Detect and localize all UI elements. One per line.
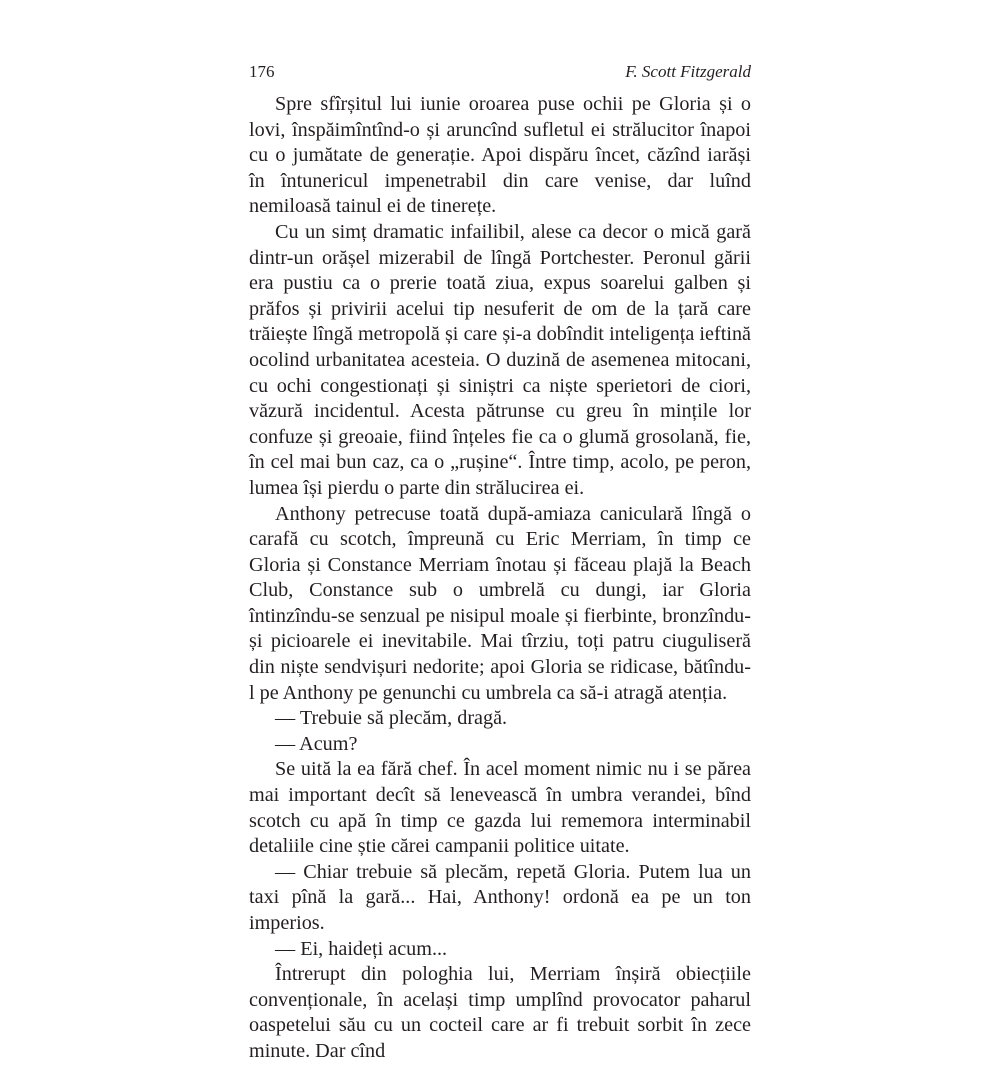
paragraph: Spre sfîrșitul lui iunie oroarea puse ochii pe Gloria și o lovi, înspăimîntînd-o și aruncînd sufletul ei strălucitor înapoi cu o jumătate de generație. Apoi dispăru încet, căzînd iarăși în întunericul impenetrabil din care venise, dar luînd nemiloasă tainul ei de tinerețe.: [249, 93, 751, 218]
dialogue-line: — Ei, haideți acum...: [275, 937, 448, 960]
paragraph: Se uită la ea fără chef. În acel moment nimic nu i se părea mai important decît să lenevească în umbra verandei, bînd scotch cu apă în timp ce gazda lui rememora interminabil detaliile cine știe cărei campanii politice uitate.: [249, 758, 751, 858]
page-number: 176: [249, 62, 275, 81]
dialogue-line: — Chiar trebuie să plecăm, repetă Gloria. Putem lua un taxi pînă la gară... Hai, Anthony! ordonă ea pe un ton imperios.: [249, 860, 751, 934]
running-head: [249, 58, 751, 92]
paragraph: Întrerupt din pologhia lui, Merriam înșiră obiecțiile convenționale, în același timp umplînd provocator paharul oaspetelui său cu un cocteil care ar fi trebuit sorbit în zece minute. Dar cînd: [249, 963, 751, 1062]
running-head-author: F. Scott Fitzgerald: [625, 62, 751, 81]
body-text: [249, 92, 751, 1065]
dialogue-line: — Acum?: [275, 732, 358, 755]
dialogue-line: — Trebuie să plecăm, dragă.: [275, 707, 508, 730]
book-page: [249, 58, 751, 1065]
paragraph: Cu un simț dramatic infailibil, alese ca decor o mică gară dintr-un orășel mizerabil de lîngă Portchester. Peronul gării era pustiu ca o prerie toată ziua, expus soarelui galben și prăfos și privirii acelui tip nesuferit de om de la țară care trăiește lîngă metropolă și care și-a dobîndit inteligența ieftină ocolind urbanitatea acesteia. O duzină de asemenea mitocani, cu ochi congestionați și siniștri ca niște sperietori de ciori, văzură incidentul. Acesta pătrunse cu greu în mințile lor confuze și greoaie, fiind înțeles fie ca o glumă grosolană, fie, în cel mai bun caz, ca o „rușine“. Între timp, acolo, pe peron, lumea își pierdu o parte din strălucirea ei.: [249, 220, 751, 499]
paragraph: Anthony petrecuse toată după-amiaza caniculară lîngă o carafă cu scotch, împreună cu Eric Merriam, în timp ce Gloria și Constance Merriam înotau și făceau plajă la Beach Club, Constance sub o umbrelă cu dungi, iar Gloria întinzîndu-se senzual pe nisipul moale și fierbinte, bronzîndu-și picioarele ei inevitabile. Mai tîrziu, toți patru ciuguliseră din niște sendvișuri nedorite; apoi Gloria se ridicase, bătîndu-l pe Anthony pe genunchi cu umbrela ca să-i atragă atenția.: [249, 502, 751, 704]
